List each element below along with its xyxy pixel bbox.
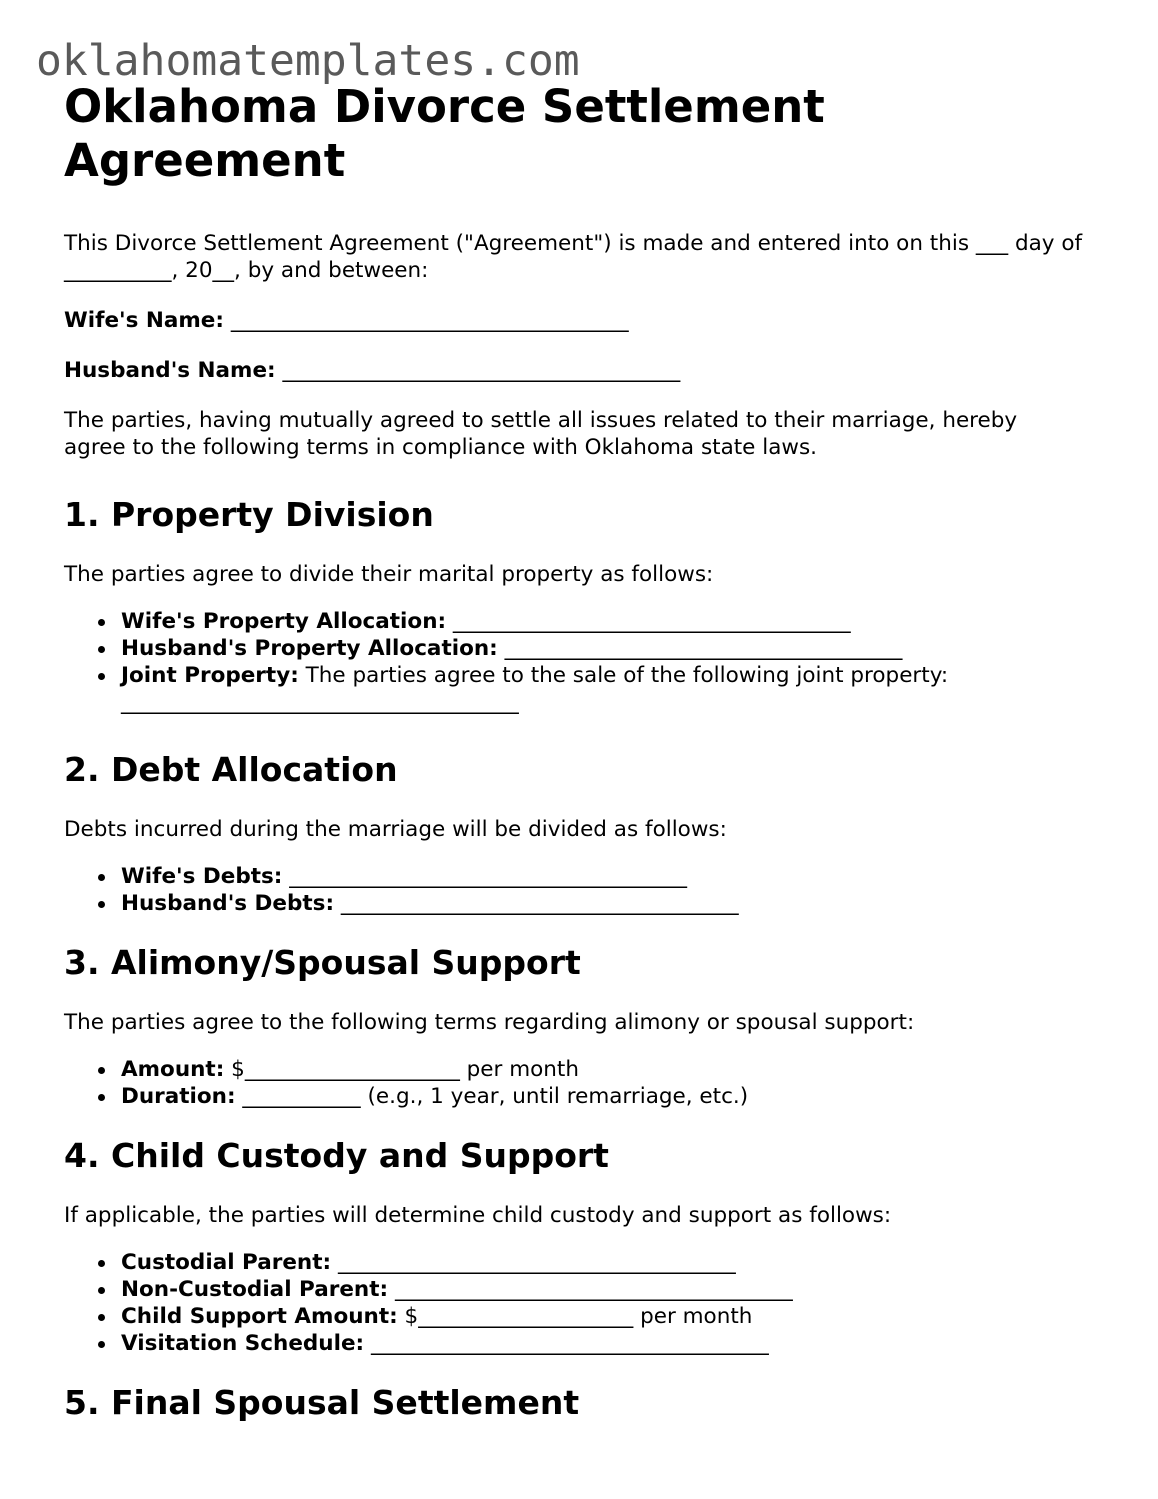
list-item-text: _____________________________________ — [388, 1277, 793, 1302]
husband-name-blank: _____________________________________ — [275, 358, 681, 383]
list-item-text: _____________________________________ — [497, 636, 903, 661]
parties-paragraph: The parties, having mutually agreed to settle all issues related to their marriage, hereby agree to the following terms in compliance with Oklahoma state laws. — [64, 408, 1018, 460]
list-item-text: _____________________________________ — [334, 891, 739, 916]
list-item-text: ___________ (e.g., 1 year, until remarriage, etc.) — [235, 1084, 749, 1109]
list-item-husband-property — [121, 635, 1084, 662]
husband-name-label: Husband's Name: — [64, 358, 276, 383]
debt-allocation-list — [64, 863, 1084, 917]
section-heading-final-settlement: 5. Final Spousal Settlement — [64, 1383, 580, 1422]
list-item-label: Amount: — [121, 1057, 225, 1082]
list-item-label: Non-Custodial Parent: — [121, 1277, 389, 1302]
list-item-text: _____________________________________ — [446, 609, 851, 634]
list-item-text: _____________________________________ — [331, 1250, 736, 1275]
document-body — [64, 80, 1084, 1423]
section-heading-alimony: 3. Alimony/Spousal Support — [64, 943, 581, 982]
list-item-child-support-amount — [121, 1303, 1084, 1330]
list-item-custodial-parent — [121, 1249, 1084, 1276]
list-item-text: _____________________________________ — [282, 864, 687, 889]
wife-name-line — [64, 307, 1084, 334]
list-item-husband-debts — [121, 890, 1084, 917]
list-item-label: Child Support Amount: — [121, 1304, 398, 1329]
list-item-amount — [121, 1056, 1084, 1083]
wife-name-label: Wife's Name: — [64, 308, 224, 333]
intro-paragraph: This Divorce Settlement Agreement ("Agreement") is made and entered into on this ___ day of __________, 20__, by and between: — [64, 231, 1083, 283]
list-item-visitation-schedule — [121, 1330, 1084, 1357]
section-intro-debt-allocation: Debts incurred during the marriage will be divided as follows: — [64, 817, 727, 842]
list-item-text: The parties agree to the sale of the following joint property: _____________________________________ — [121, 663, 949, 715]
section-intro-alimony: The parties agree to the following terms regarding alimony or spousal support: — [64, 1010, 915, 1035]
list-item-label: Custodial Parent: — [121, 1250, 332, 1275]
list-item-label: Joint Property: — [121, 663, 299, 688]
husband-name-line — [64, 357, 1084, 384]
list-item-non-custodial-parent — [121, 1276, 1084, 1303]
list-item-label: Husband's Debts: — [121, 891, 335, 916]
list-item-wife-property — [121, 608, 1084, 635]
list-item-wife-debts — [121, 863, 1084, 890]
property-division-list — [64, 608, 1084, 716]
list-item-text: $____________________ per month — [397, 1304, 753, 1329]
section-heading-property-division: 1. Property Division — [64, 495, 434, 534]
alimony-list — [64, 1056, 1084, 1110]
list-item-label: Husband's Property Allocation: — [121, 636, 498, 661]
site-watermark: oklahomatemplates.com — [36, 36, 580, 86]
list-item-text: _____________________________________ — [364, 1331, 769, 1356]
section-heading-child-custody: 4. Child Custody and Support — [64, 1136, 609, 1175]
list-item-duration — [121, 1083, 1084, 1110]
section-heading-debt-allocation: 2. Debt Allocation — [64, 750, 398, 789]
section-intro-property-division: The parties agree to divide their marital property as follows: — [64, 562, 714, 587]
list-item-label: Wife's Debts: — [121, 864, 283, 889]
child-custody-list — [64, 1249, 1084, 1357]
wife-name-blank: _____________________________________ — [223, 308, 629, 333]
list-item-text: $____________________ per month — [224, 1057, 579, 1082]
section-intro-child-custody: If applicable, the parties will determine child custody and support as follows: — [64, 1203, 892, 1228]
list-item-label: Duration: — [121, 1084, 236, 1109]
list-item-label: Visitation Schedule: — [121, 1331, 365, 1356]
list-item-label: Wife's Property Allocation: — [121, 609, 447, 634]
list-item-joint-property — [121, 662, 1084, 716]
document-title: Oklahoma Divorce Settlement Agreement — [64, 80, 825, 187]
